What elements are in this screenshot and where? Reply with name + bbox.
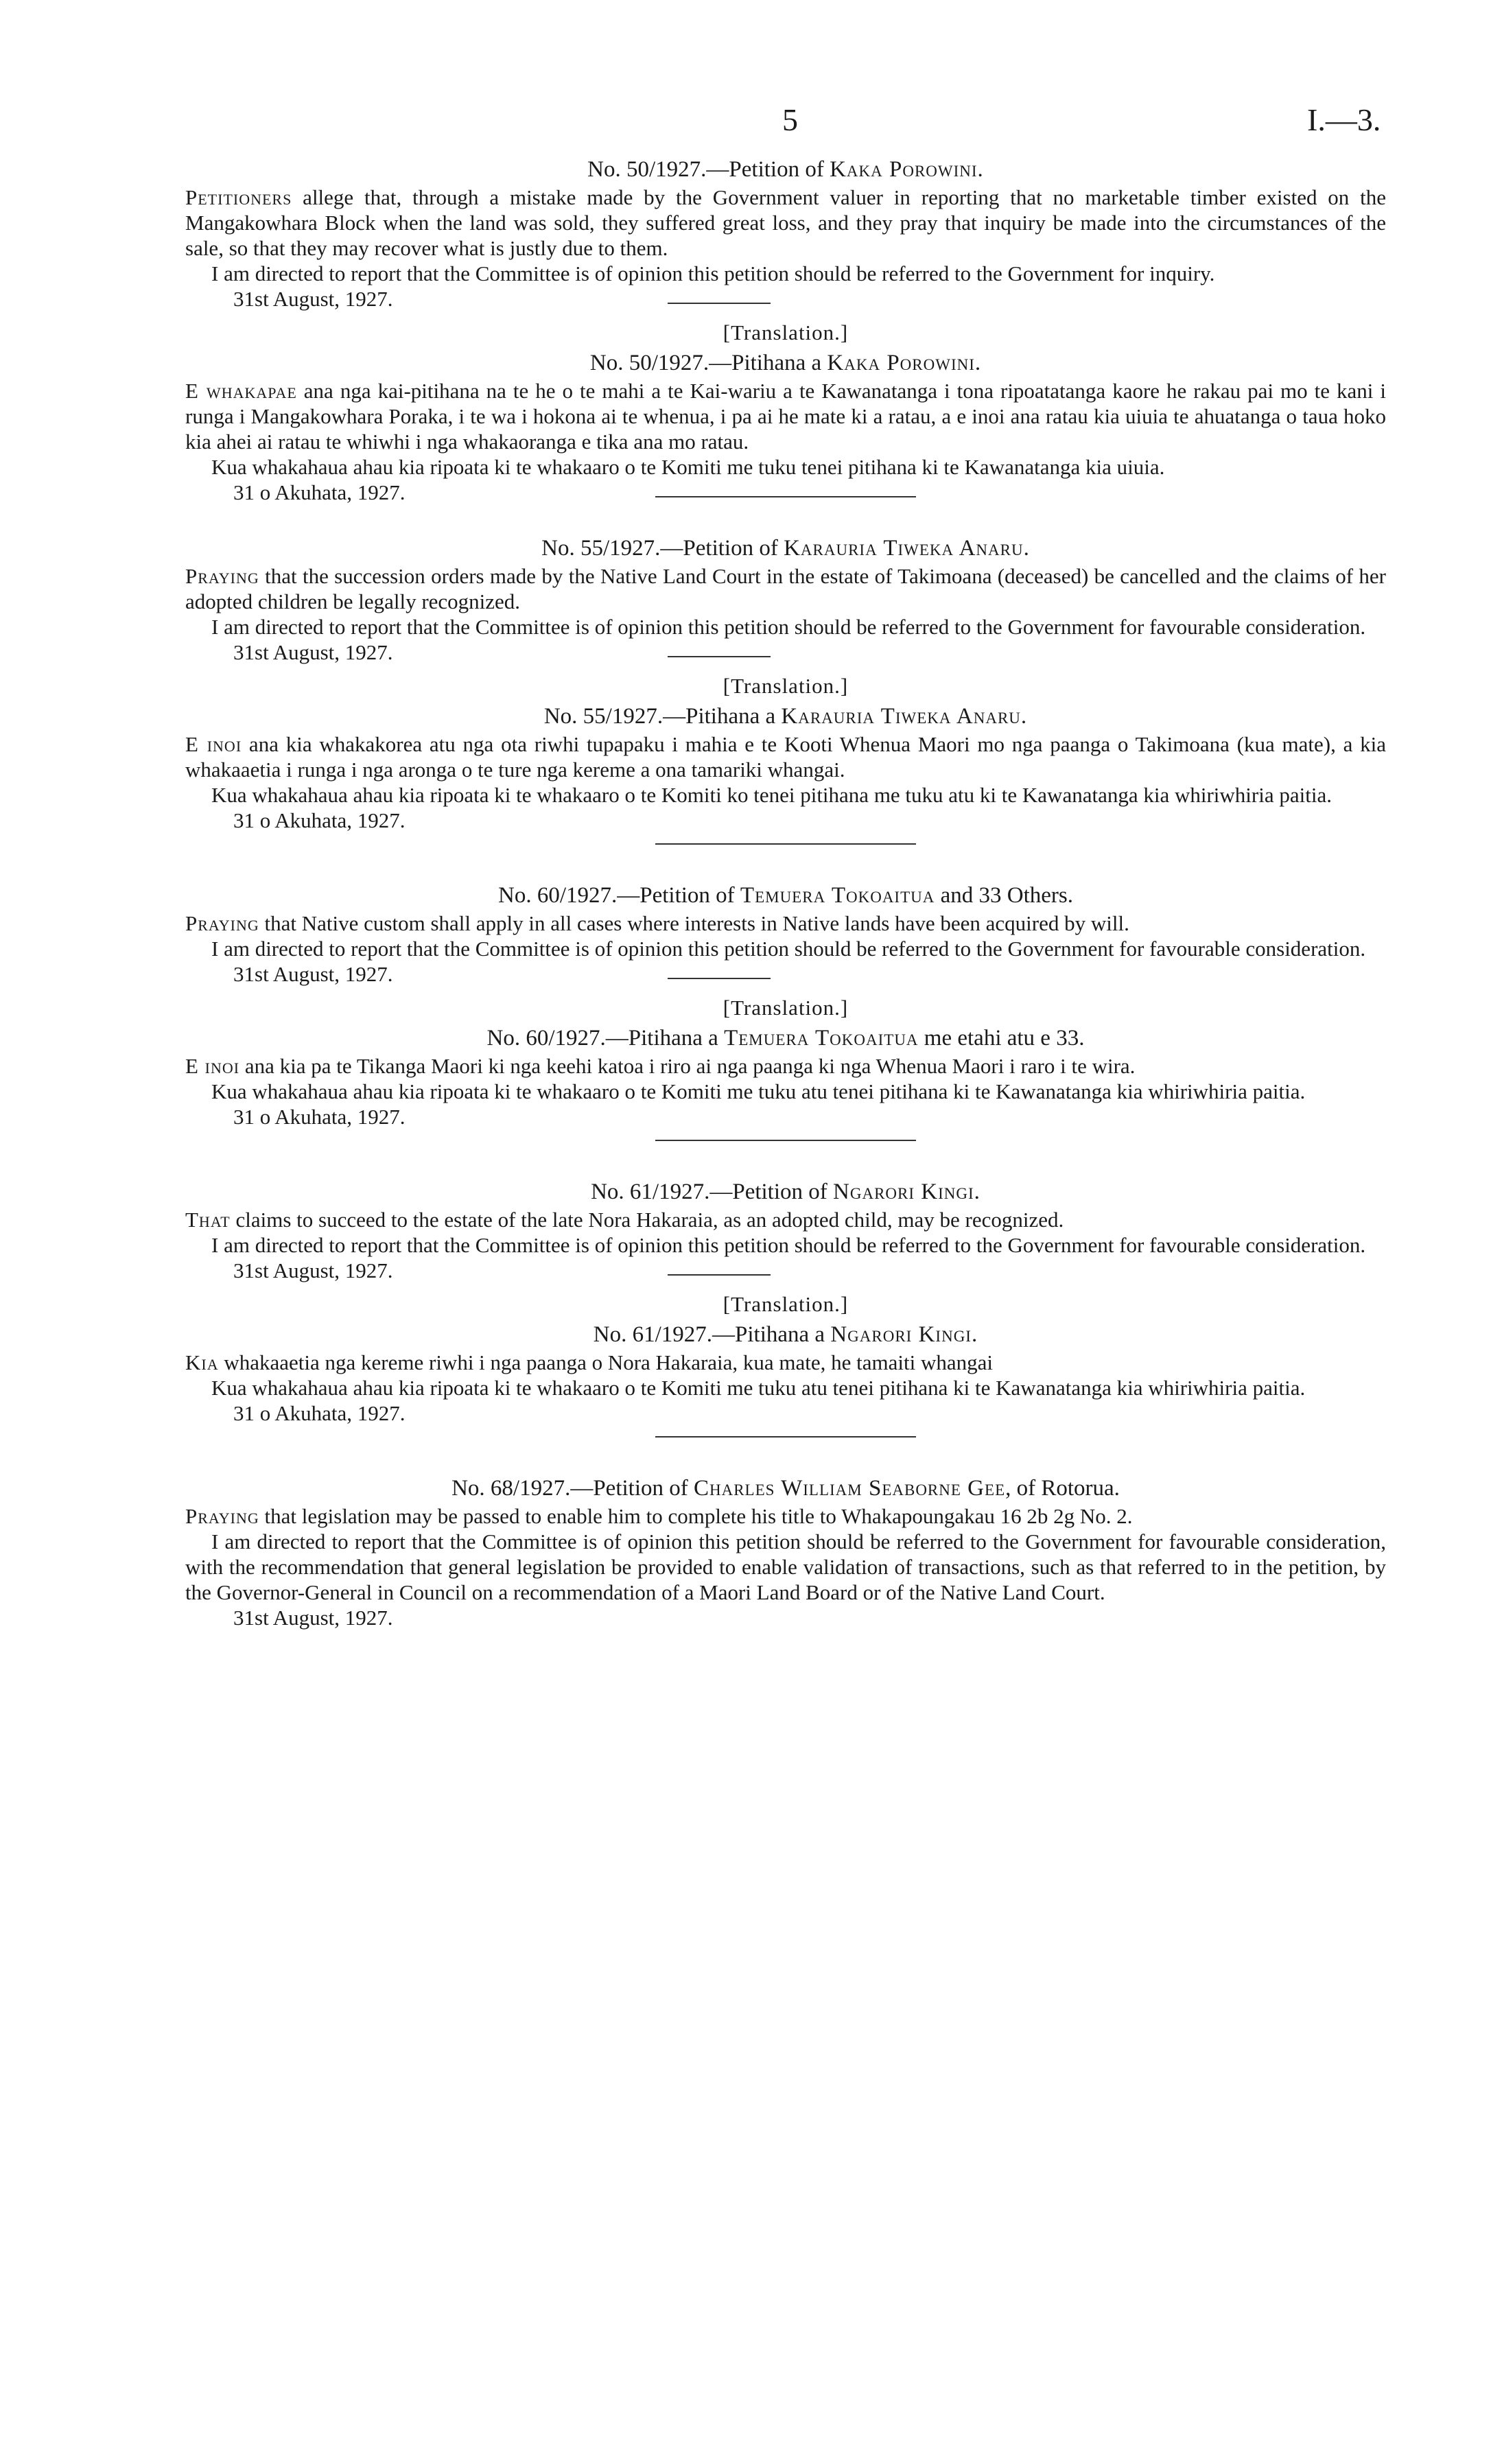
committee-report: I am directed to report that the Committee is of opinion this petition should be referred to the Government for favourable consideration, with the recommendation that general legislation be provided to enable validation of transactions, such as that referred to in the petition, by the Governor-General in Council on a recommendation of a Maori Land Board or of the Native Land Court. [185,1529,1386,1604]
petition-title: No. 68/1927.—Petition of Charles William Seaborne Gee, of Rotorua. [451,1476,1120,1501]
petition-body: Praying that legislation may be passed to enable him to complete his title to Whakapoungakau 16 2b 2g No. 2. [185,1504,1133,1528]
committee-report: I am directed to report that the Committee is of opinion this petition should be referred to the Government for favourable consideration. [211,1233,1366,1257]
report-date: 31st August, 1927. [233,1606,393,1630]
report-date: 31st August, 1927. [233,287,393,311]
report-date: 31st August, 1927. [233,962,393,986]
section-divider [655,1436,916,1438]
section-divider [655,496,916,497]
translation-title: No. 55/1927.—Pitihana a Karauria Tiweka Anaru. [543,704,1028,729]
petition-68-1927 [185,1473,1386,1631]
petition-body: Praying that the succession orders made by the Native Land Court in the estate of Takimoana (deceased) be cancelled and the claims of her adopted children be legally recognized. [185,564,1386,613]
short-divider [668,978,771,979]
section-divider [655,1140,916,1141]
short-divider [668,303,771,304]
petition-title: No. 50/1927.—Petition of Kaka Porowini. [587,157,984,182]
translation-report: Kua whakahaua ahau kia ripoata ki te whakaaro o te Komiti me tuku tenei pitihana ki te Kawanatanga kia uiuia. [211,455,1165,479]
report-reference: I.—3. [1307,102,1381,137]
translation-date: 31 o Akuhata, 1927. [233,808,406,832]
report-date: 31st August, 1927. [233,640,393,664]
petition-55-1927 [185,533,1386,845]
committee-report: I am directed to report that the Committee is of opinion this petition should be referred to the Government for favourable consideration. [211,937,1366,961]
translation-date: 31 o Akuhata, 1927. [233,1105,406,1129]
petition-body: That claims to succeed to the estate of the late Nora Hakaraia, as an adopted child, may be recognized. [185,1208,1064,1232]
translation-title: No. 50/1927.—Pitihana a Kaka Porowini. [589,351,982,375]
petition-title: No. 55/1927.—Petition of Karauria Tiweka Anaru. [541,536,1030,561]
short-divider [668,1274,771,1276]
translation-label: [Translation.] [723,674,849,698]
section-divider [655,843,916,845]
translation-body: E inoi ana kia whakakorea atu nga ota riwhi tupapaku i mahia e te Kooti Whenua Maori mo nga paanga o Takimoana (kua mate), a kia whakaaetia i runga i nga aronga o te ture nga kereme a ona tamariki whangai. [185,732,1386,782]
committee-report: I am directed to report that the Committee is of opinion this petition should be referred to the Government for inquiry. [211,261,1215,285]
petition-body: Praying that Native custom shall apply in all cases where interests in Native lands have been acquired by will. [185,911,1129,935]
petition-61-1927 [185,1177,1386,1438]
translation-label: [Translation.] [723,1292,849,1316]
short-divider [668,656,771,657]
committee-report: I am directed to report that the Committee is of opinion this petition should be referred to the Government for favourable consideration. [211,615,1366,639]
translation-body: E inoi ana kia pa te Tikanga Maori ki nga keehi katoa i riro ai nga paanga ki nga Whenua Maori i raro i te wira. [185,1054,1136,1078]
translation-body: Kia whakaaetia nga kereme riwhi i nga paanga o Nora Hakaraia, kua mate, he tamaiti whangai [185,1350,994,1374]
translation-title: No. 60/1927.—Pitihana a Temuera Tokoaitua me etahi atu e 33. [486,1026,1085,1051]
petition-60-1927 [185,880,1386,1141]
translation-label: [Translation.] [723,320,849,344]
petition-body: Petitioners allege that, through a mistake made by the Government valuer in reporting that no marketable timber existed on the Mangakowhara Block when the land was sold, they suffered great loss, and they pray that inquiry be made into the circumstances of the sale, so that they may recover what is justly due to them. [185,185,1386,260]
page-body [185,154,1386,1631]
page-number: 5 [782,102,798,137]
translation-title: No. 61/1927.—Pitihana a Ngarori Kingi. [593,1322,978,1347]
translation-date: 31 o Akuhata, 1927. [233,480,406,504]
petition-title: No. 61/1927.—Petition of Ngarori Kingi. [591,1180,981,1204]
petition-title: No. 60/1927.—Petition of Temuera Tokoaitua and 33 Others. [497,883,1073,908]
translation-report: Kua whakahaua ahau kia ripoata ki te whakaaro o te Komiti me tuku atu tenei pitihana ki te Kawanatanga kia whiriwhiria paitia. [211,1376,1306,1400]
translation-label: [Translation.] [723,996,849,1020]
translation-report: Kua whakahaua ahau kia ripoata ki te whakaaro o te Komiti me tuku atu tenei pitihana ki te Kawanatanga kia whiriwhiria paitia. [211,1079,1306,1103]
translation-date: 31 o Akuhata, 1927. [233,1401,406,1425]
translation-report: Kua whakahaua ahau kia ripoata ki te whakaaro o te Komiti ko tenei pitihana me tuku atu ki te Kawanatanga kia whiriwhiria paitia. [211,783,1332,807]
report-date: 31st August, 1927. [233,1258,393,1282]
petition-50-1927 [185,154,1386,504]
translation-body: E whakapae ana nga kai-pitihana na te he o te mahi a te Kai-wariu a te Kawanatanga i tona ripoatatanga kaore he rakau pai mo te kani i runga i Mangakowhara Poraka, i te wa i hokona ai te whenua, i pa ai he mate ki a ratau, a e inoi ana ratau kia uiuia te ahuatanga o taua hoko kia ahei ai ratau te whiwhi i nga whakaoranga e tika ana mo ratau. [185,379,1386,454]
